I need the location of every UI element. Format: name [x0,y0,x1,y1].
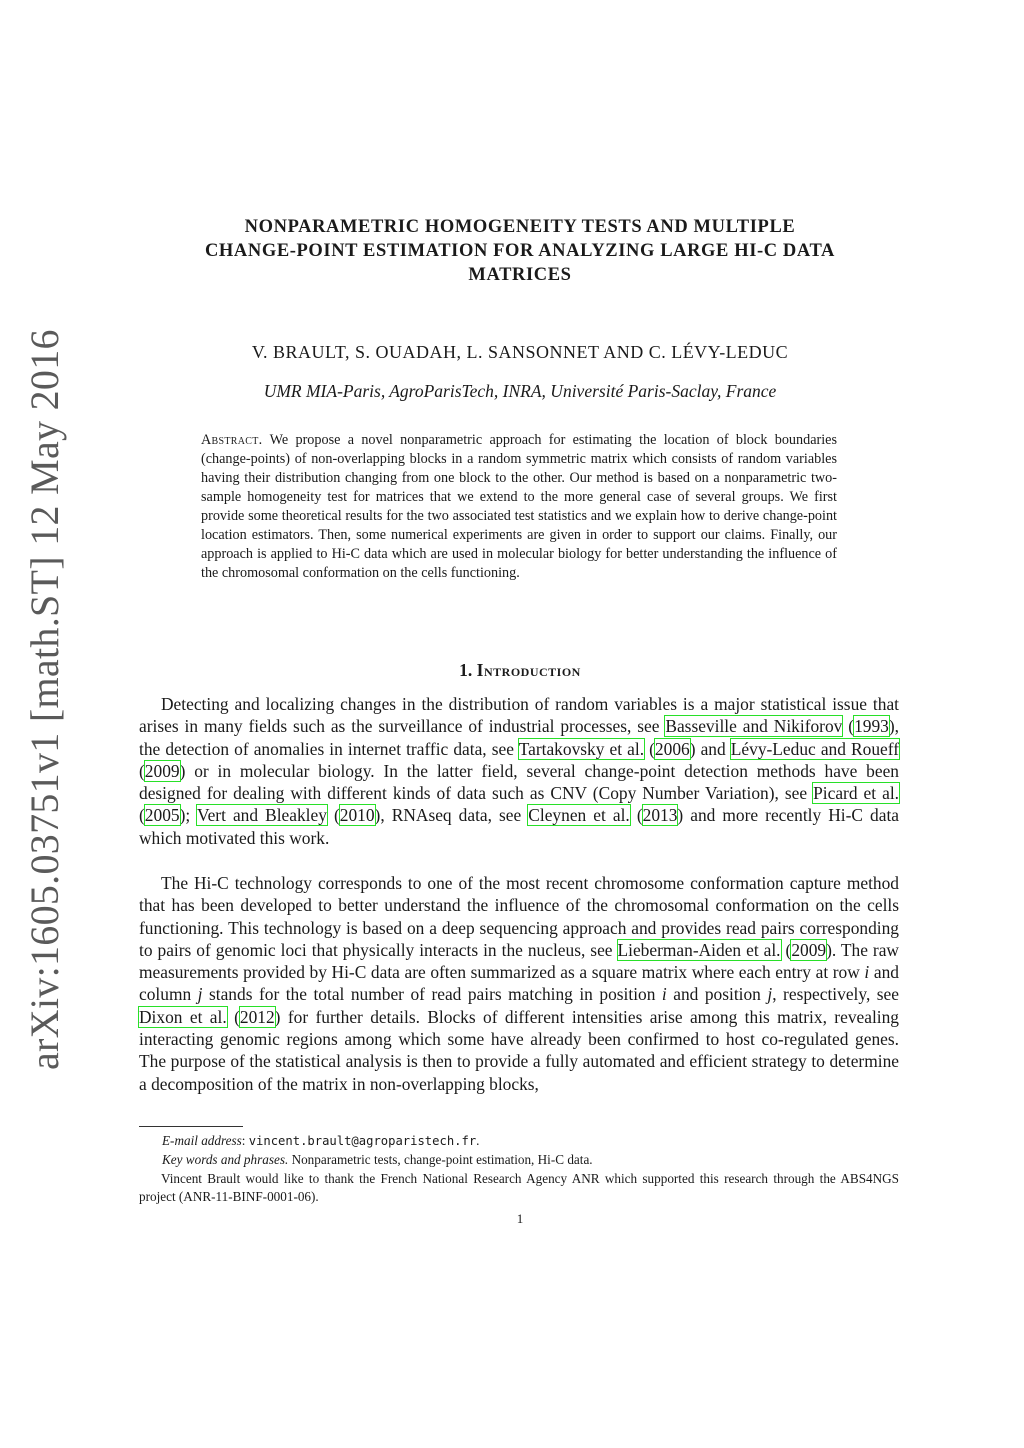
text-run: ). The raw measurements provided by Hi-C data are often summarized as a square matrix where each entry at row [139,939,899,983]
affiliation: UMR MIA-Paris, AgroParisTech, INRA, Université Paris-Saclay, France [263,381,777,401]
text-run: ( [139,760,145,781]
text-run: ) or in molecular biology. In the latter field, several change-point detection methods have been designed for dealing with different kinds of data such as CNV (Copy Number Variation), see [139,760,899,804]
keywords-text: Nonparametric tests, change-point estimation, Hi-C data. [288,1152,593,1167]
math-variable: j [767,984,773,1005]
text-run: Detecting and localizing changes in the distribution of random variables is a major statistical issue that arises in many fields such as the surveillance of industrial processes, see [139,694,899,737]
citation-link[interactable]: Lévy-Leduc and Roueff [730,738,900,759]
text-run: stands for the total number of read pairs matching in position [202,984,662,1005]
page-number: 1 [516,1211,524,1226]
text-run: ) and [689,738,731,759]
keywords-label: Key words and phrases. [162,1152,289,1167]
citation-link[interactable]: Lieberman-Aiden et al. [617,939,781,960]
section-title: Introduction [476,660,581,680]
citation-year-link[interactable]: 2009 [144,760,180,781]
text-run: , respectively, see [772,984,899,1005]
citation-year-link[interactable]: 2013 [642,805,678,826]
text-run: The Hi-C technology corresponds to one of the most recent chromosome conformation capture method that has been developed to better understand the influence of the chromosomal conformation on the cells functioning. This technology is based on a deep sequencing approach and provides read pairs corresponding to pairs of genomic loci that physically interacts in the nucleus, see [139,873,899,960]
citation-year-link[interactable]: 2006 [654,738,690,759]
text-run: ( [226,1006,240,1027]
text-run: ), RNAseq data, see [374,805,529,826]
math-variable: i [661,984,667,1005]
text-run: ( [780,939,792,960]
arxiv-stamp: arXiv:1605.03751v1 [math.ST] 12 May 2016 [22,329,67,1070]
text-run: ( [629,805,643,826]
paper-title [120,215,920,287]
citation-link[interactable]: Basseville and Nikiforov [665,716,843,737]
citation-link[interactable]: Dixon et al. [139,1006,227,1027]
abstract-heading: Abstract. [201,432,263,448]
intro-paragraph-1 [139,693,899,849]
math-variable: j [197,984,203,1005]
text-run: ( [139,805,145,826]
section-number: 1. [459,660,473,680]
text-run: ), the detection of anomalies in internet traffic data, see [139,716,900,759]
text-run: and column [139,962,899,1005]
text-run: ) for further details. Blocks of different intensities arise among this matrix, revealing interacting genomic regions among which some have already been confirmed to host co-regulated genes. The purpose of the statistical analysis is then to provide a fully automated and efficient strategy to determine a decomposition of the matrix in non-overlapping blocks, [139,1006,900,1094]
math-variable: i [864,962,870,983]
text-run: . [476,1133,480,1148]
citation-year-link[interactable]: 2009 [791,939,827,960]
title-line-1: NONPARAMETRIC HOMOGENEITY TESTS AND MULTIPLE [244,217,796,237]
section-heading [120,660,920,681]
footnote-acknowledgement: Vincent Brault would like to thank the French National Research Agency ANR which supported this research through the ABS4NGS project (ANR-11-BINF-0001-06). [139,1171,899,1204]
citation-year-link[interactable]: 2005 [144,805,180,826]
citation-link[interactable]: Vert and Bleakley [196,805,327,826]
title-line-2: CHANGE-POINT ESTIMATION FOR ANALYZING LARGE HI-C DATA [204,241,836,261]
text-run: ( [326,805,340,826]
footnote-rule [139,1126,243,1127]
text-run: : [241,1133,249,1148]
email-address[interactable]: vincent.brault@agroparistech.fr [248,1134,477,1148]
text-run: ( [842,716,855,737]
text-run: ); [179,805,197,826]
abstract [201,431,837,583]
text-run: and position [666,984,768,1005]
abstract-text: We propose a novel nonparametric approach for estimating the location of block boundaries (change-points) of non-overlapping blocks in a random symmetric matrix which consists of random variables having their distribution changing from one block to the other. Our method is based on a nonparametric two-sample homogeneity test for matrices that we extend to the more general case of several groups. We first provide some theoretical results for the two associated test statistics and we explain how to derive change-point location estimators. Then, some numerical experiments are given in order to support our claims. Finally, our approach is applied to Hi-C data which are used in molecular biology for better understanding the influence of the chromosomal conformation on the cells functioning. [201,432,837,581]
title-line-3: MATRICES [468,265,572,285]
citation-year-link[interactable]: 2012 [239,1006,275,1027]
email-label: E-mail address [162,1133,242,1148]
citation-link[interactable]: Cleynen et al. [528,805,630,826]
intro-paragraph-2 [139,872,899,1095]
footnote-email [162,1132,899,1150]
text-run: ( [644,738,655,759]
citation-link[interactable]: Picard et al. [813,783,899,804]
citation-year-link[interactable]: 1993 [854,716,889,737]
citation-year-link[interactable]: 2010 [339,805,375,826]
text-run: ) and more recently Hi-C data which motivated this work. [139,805,900,848]
citation-link[interactable]: Tartakovsky et al. [518,738,645,759]
authors: V. BRAULT, S. OUADAH, L. SANSONNET AND C. LÉVY-LEDUC [251,342,789,362]
footnote-keywords [162,1151,899,1169]
